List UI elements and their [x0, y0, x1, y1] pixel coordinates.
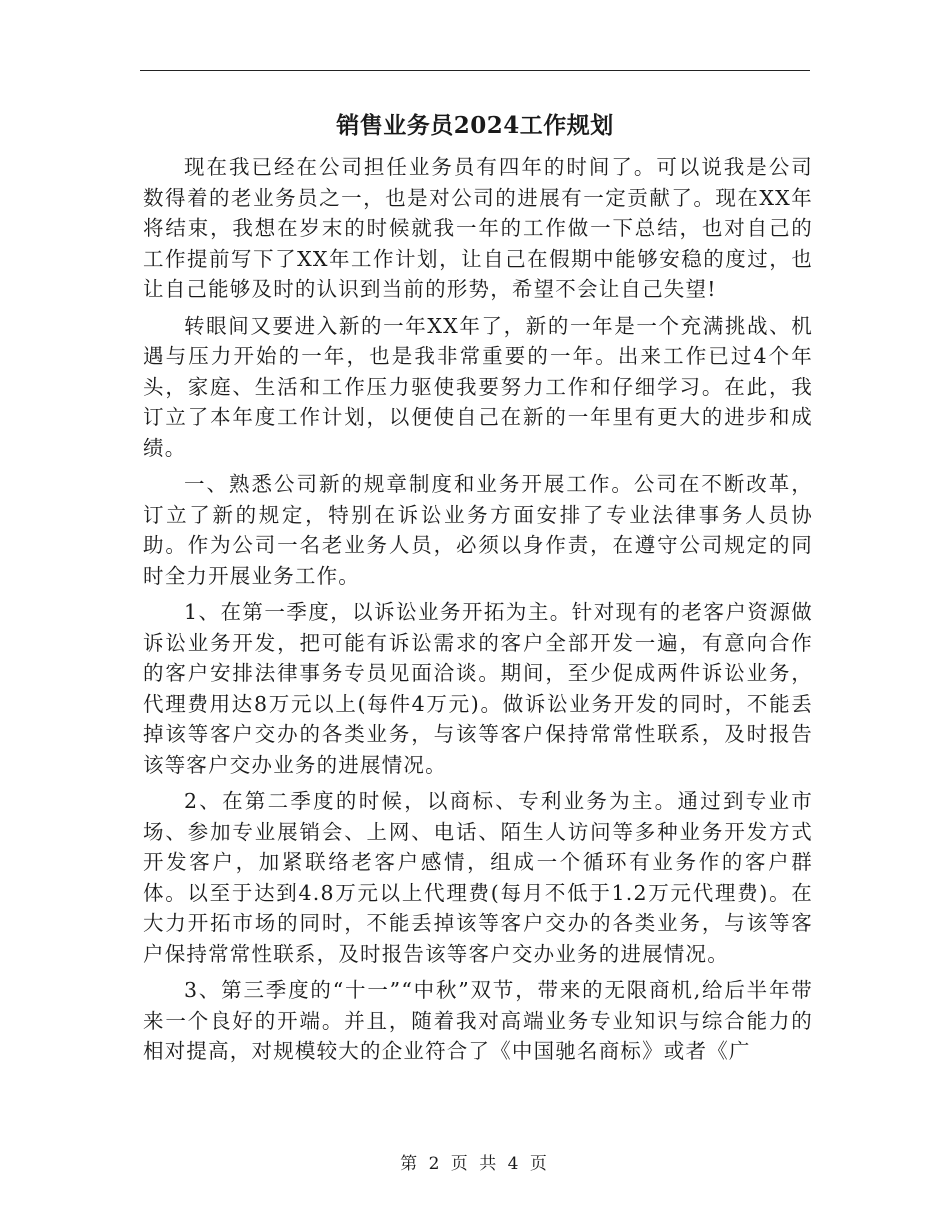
paragraph-q3: 3、第三季度的“十一”“中秋”双节，带来的无限商机,给后半年带来一个良好的开端。并且，随着我对高端业务专业知识与综合能力的相对提高，对规模较大的企业符合了《中国驰名商标》或者《广 — [143, 978, 813, 1063]
page-number-footer: 第 2 页 共 4 页 — [400, 1154, 550, 1174]
paragraph-section-one: 一、熟悉公司新的规章制度和业务开展工作。公司在不断改革，订立了新的规定，特别在诉讼业务方面安排了专业法律事务人员协助。作为公司一名老业务人员，必须以身作责，在遵守公司规定的同时全力开展业务工作。 — [143, 472, 813, 588]
paragraph-new-year: 转眼间又要进入新的一年XX年了，新的一年是一个充满挑战、机遇与压力开始的一年，也是我非常重要的一年。出来工作已过4个年头，家庭、生活和工作压力驱使我要努力工作和仔细学习。在此，我订立了本年度工作计划，以便使自己在新的一年里有更大的进步和成绩。 — [143, 313, 813, 460]
paragraph-q2: 2、在第二季度的时候，以商标、专利业务为主。通过到专业市场、参加专业展销会、上网、电话、陌生人访问等多种业务开发方式开发客户，加紧联络老客户感情，组成一个循环有业务作的客户群体。以至于达到4.8万元以上代理费(每月不低于1.2万元代理费)。在大力开拓市场的同时，不能丢掉该等客户交办的各类业务，与该等客户保持常常性联系，及时报告该等客户交办业务的进展情况。 — [143, 789, 813, 966]
paragraph-intro: 现在我已经在公司担任业务员有四年的时间了。可以说我是公司数得着的老业务员之一，也是对公司的进展有一定贡献了。现在XX年将结束，我想在岁末的时候就我一年的工作做一下总结，也对自己的工作提前写下了XX年工作计划，让自己在假期中能够安稳的度过，也让自己能够及时的认识到当前的形势，希望不会让自己失望! — [143, 155, 813, 301]
document-body — [143, 152, 813, 1073]
document-title: 销售业务员2024工作规划 — [336, 112, 614, 139]
header-rule — [140, 70, 810, 71]
paragraph-q1: 1、在第一季度，以诉讼业务开拓为主。针对现有的老客户资源做诉讼业务开发，把可能有诉讼需求的客户全部开发一遍，有意向合作的客户安排法律事务专员见面洽谈。期间，至少促成两件诉讼业务，代理费用达8万元以上(每件4万元)。做诉讼业务开发的同时，不能丢掉该等客户交办的各类业务，与该等客户保持常常性联系，及时报告该等客户交办业务的进展情况。 — [143, 600, 813, 777]
